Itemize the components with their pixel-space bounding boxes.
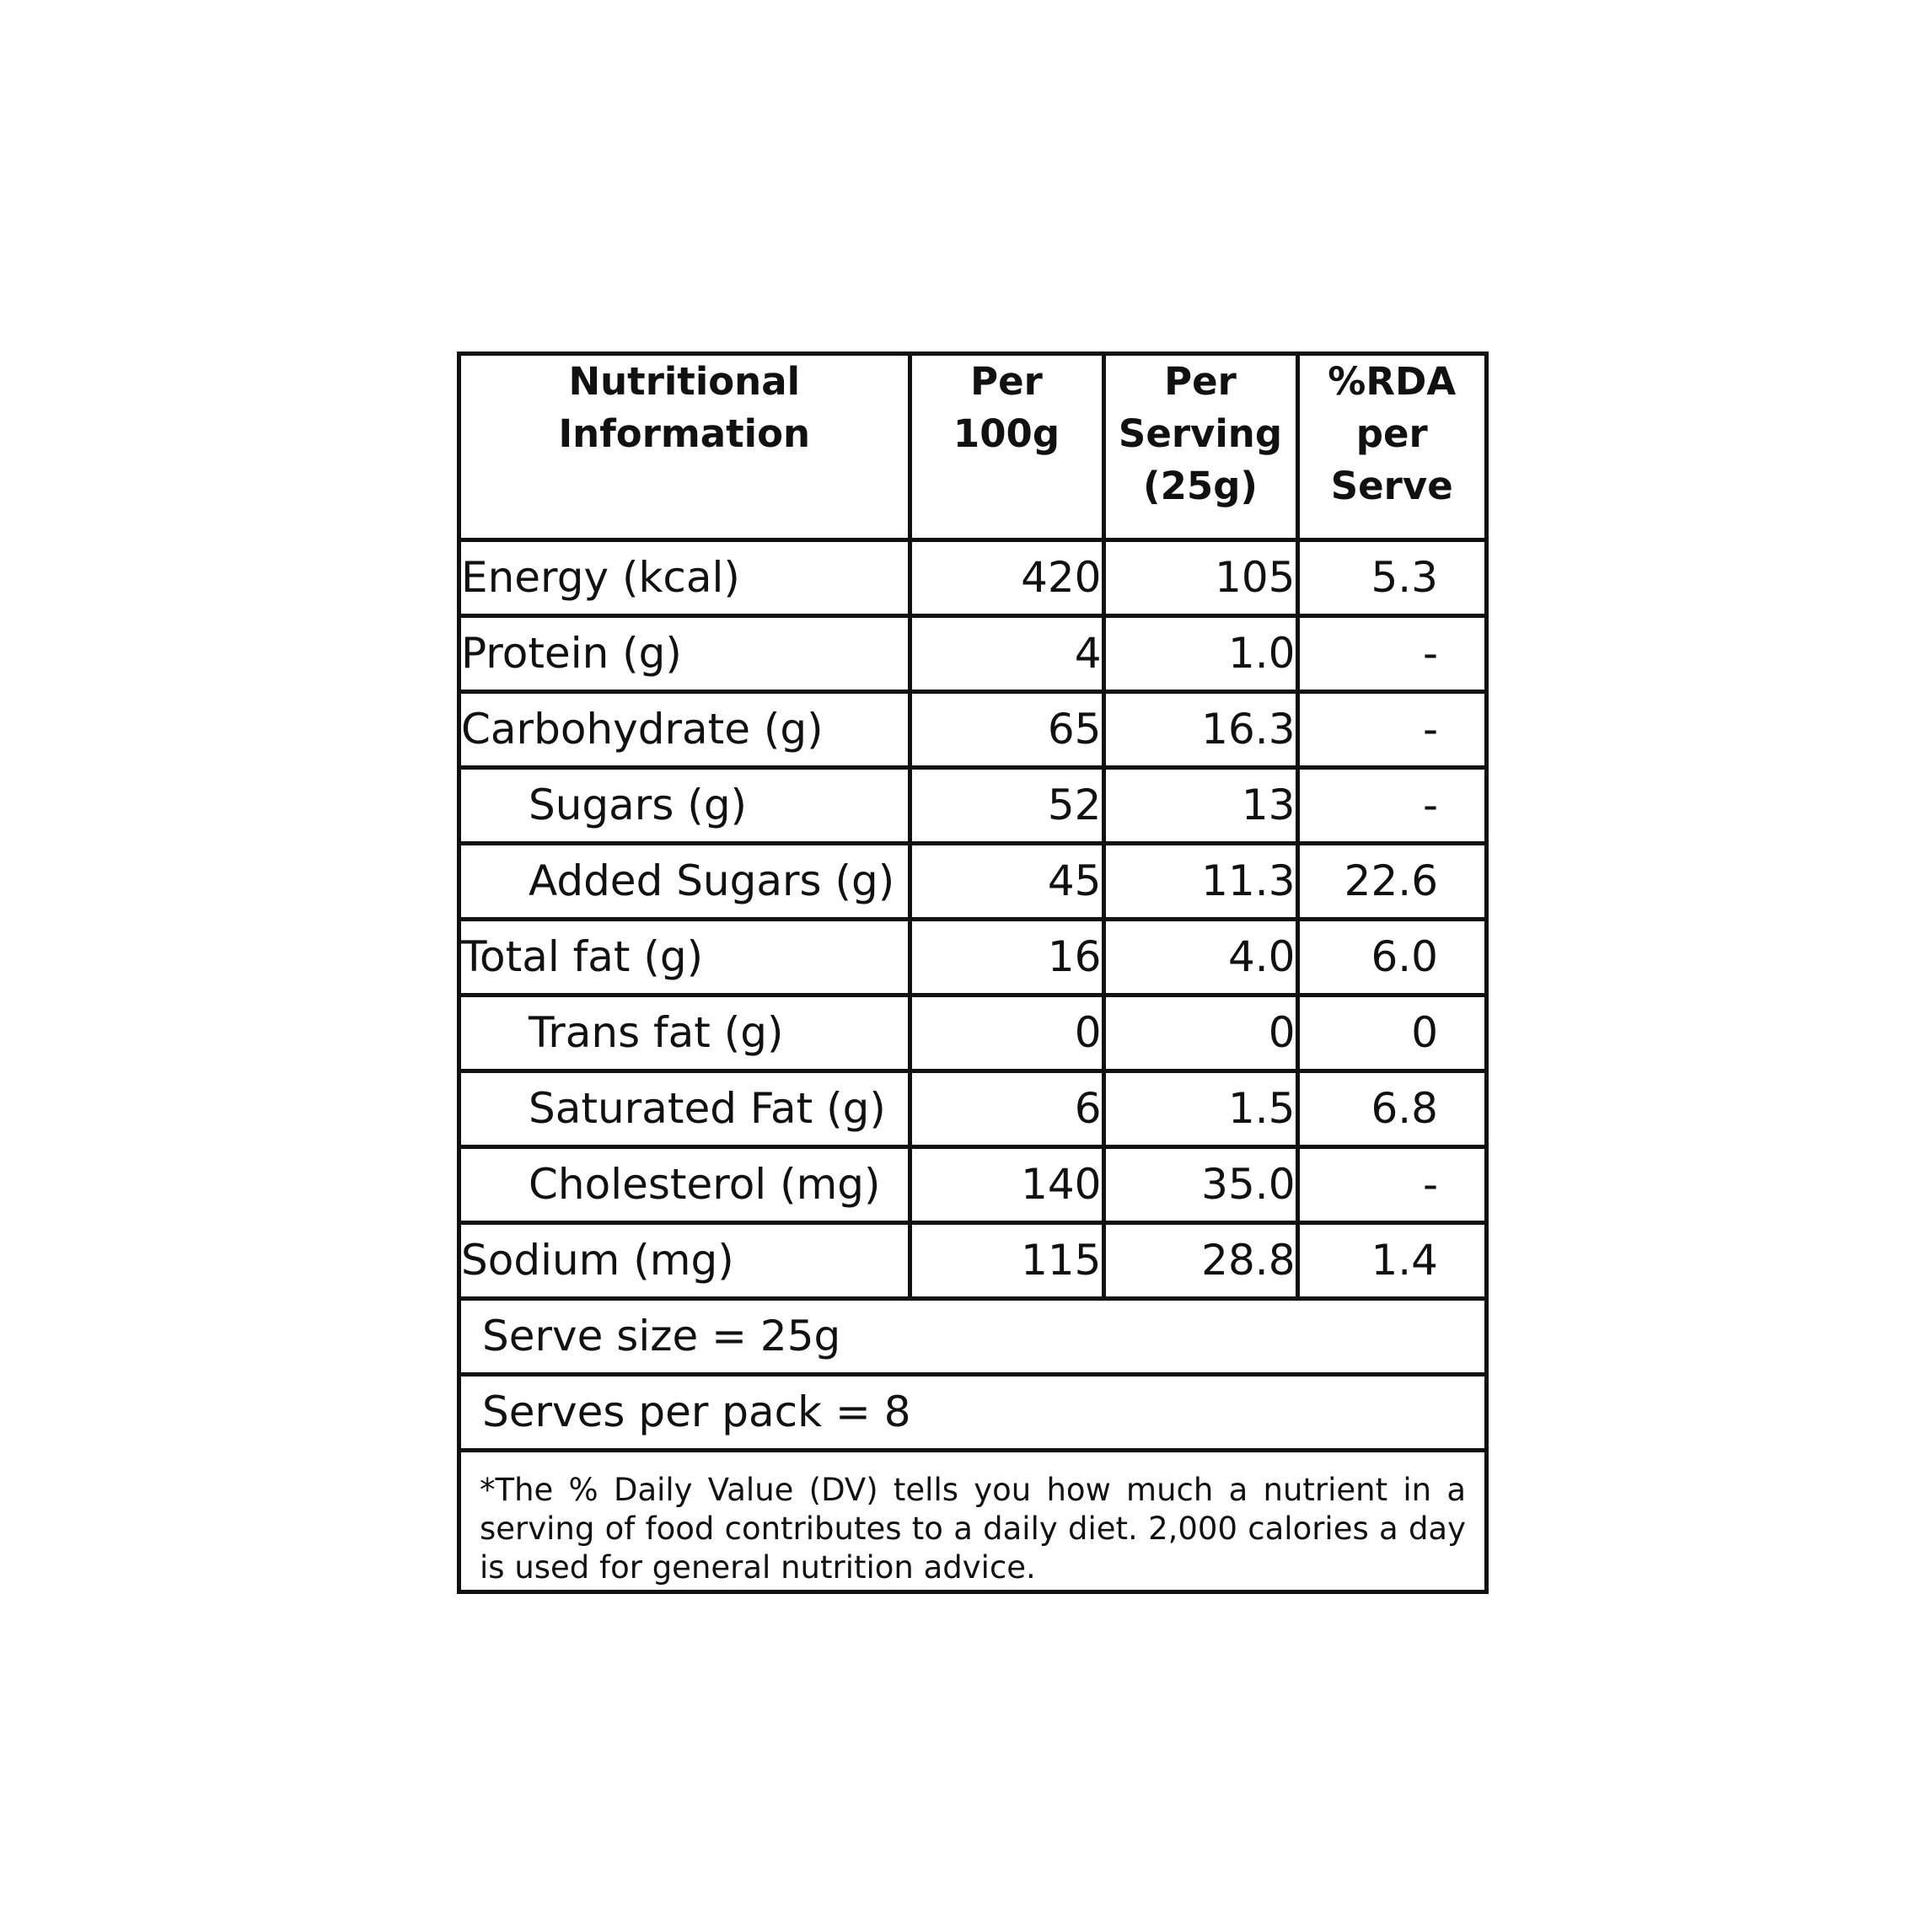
table-row — [461, 615, 1484, 691]
nutrition-facts-label — [457, 352, 1489, 1594]
serve-size-text: Serve size = 25g — [461, 1298, 1484, 1374]
per-serving-value: 28.8 — [1103, 1222, 1297, 1298]
table-row — [461, 919, 1484, 995]
nutrient-name: Saturated Fat (g) — [461, 1071, 910, 1146]
rda-value: 0 — [1297, 995, 1484, 1071]
nutrition-table — [461, 356, 1484, 1599]
per-serving-value: 35.0 — [1103, 1146, 1297, 1222]
header-per-serving: Per Serving (25g) — [1103, 356, 1297, 539]
rda-value: - — [1297, 1146, 1484, 1222]
nutrient-name: Energy (kcal) — [461, 539, 910, 615]
nutrient-name: Carbohydrate (g) — [461, 691, 910, 767]
nutrient-name: Sugars (g) — [461, 767, 910, 843]
daily-value-footnote: *The % Daily Value (DV) tells you how much a nutrient in a serving of food contributes to a daily diet. 2,000 calories a day is used for general nutrition advice. — [461, 1450, 1484, 1599]
header-nutritional-information: Nutritional Information — [461, 356, 910, 539]
per-100g-value: 45 — [910, 843, 1103, 919]
per-serving-value: 4.0 — [1103, 919, 1297, 995]
serves-per-pack-text: Serves per pack = 8 — [461, 1374, 1484, 1450]
table-row — [461, 995, 1484, 1071]
per-100g-value: 52 — [910, 767, 1103, 843]
rda-value: - — [1297, 767, 1484, 843]
table-row — [461, 843, 1484, 919]
table-header-row — [461, 356, 1484, 539]
rda-value: - — [1297, 691, 1484, 767]
rda-value: 6.8 — [1297, 1071, 1484, 1146]
header-per-100g: Per 100g — [910, 356, 1103, 539]
per-100g-value: 6 — [910, 1071, 1103, 1146]
per-serving-value: 105 — [1103, 539, 1297, 615]
rda-value: 22.6 — [1297, 843, 1484, 919]
serves-per-pack-row — [461, 1374, 1484, 1450]
table-row — [461, 767, 1484, 843]
nutrient-name: Sodium (mg) — [461, 1222, 910, 1298]
rda-value: 5.3 — [1297, 539, 1484, 615]
table-row — [461, 539, 1484, 615]
per-100g-value: 115 — [910, 1222, 1103, 1298]
nutrient-name: Added Sugars (g) — [461, 843, 910, 919]
per-100g-value: 16 — [910, 919, 1103, 995]
per-100g-value: 65 — [910, 691, 1103, 767]
per-serving-value: 0 — [1103, 995, 1297, 1071]
per-100g-value: 0 — [910, 995, 1103, 1071]
nutrient-name: Protein (g) — [461, 615, 910, 691]
header-rda-per-serve: %RDA per Serve — [1297, 356, 1484, 539]
per-100g-value: 140 — [910, 1146, 1103, 1222]
per-100g-value: 4 — [910, 615, 1103, 691]
per-serving-value: 13 — [1103, 767, 1297, 843]
table-row — [461, 1146, 1484, 1222]
per-serving-value: 16.3 — [1103, 691, 1297, 767]
table-row — [461, 1222, 1484, 1298]
rda-value: 1.4 — [1297, 1222, 1484, 1298]
rda-value: 6.0 — [1297, 919, 1484, 995]
per-serving-value: 1.0 — [1103, 615, 1297, 691]
nutrient-name: Trans fat (g) — [461, 995, 910, 1071]
rda-value: - — [1297, 615, 1484, 691]
per-100g-value: 420 — [910, 539, 1103, 615]
per-serving-value: 1.5 — [1103, 1071, 1297, 1146]
table-row — [461, 1071, 1484, 1146]
table-row — [461, 691, 1484, 767]
footnote-row — [461, 1450, 1484, 1599]
nutrient-name: Total fat (g) — [461, 919, 910, 995]
nutrient-name: Cholesterol (mg) — [461, 1146, 910, 1222]
serve-size-row — [461, 1298, 1484, 1374]
per-serving-value: 11.3 — [1103, 843, 1297, 919]
